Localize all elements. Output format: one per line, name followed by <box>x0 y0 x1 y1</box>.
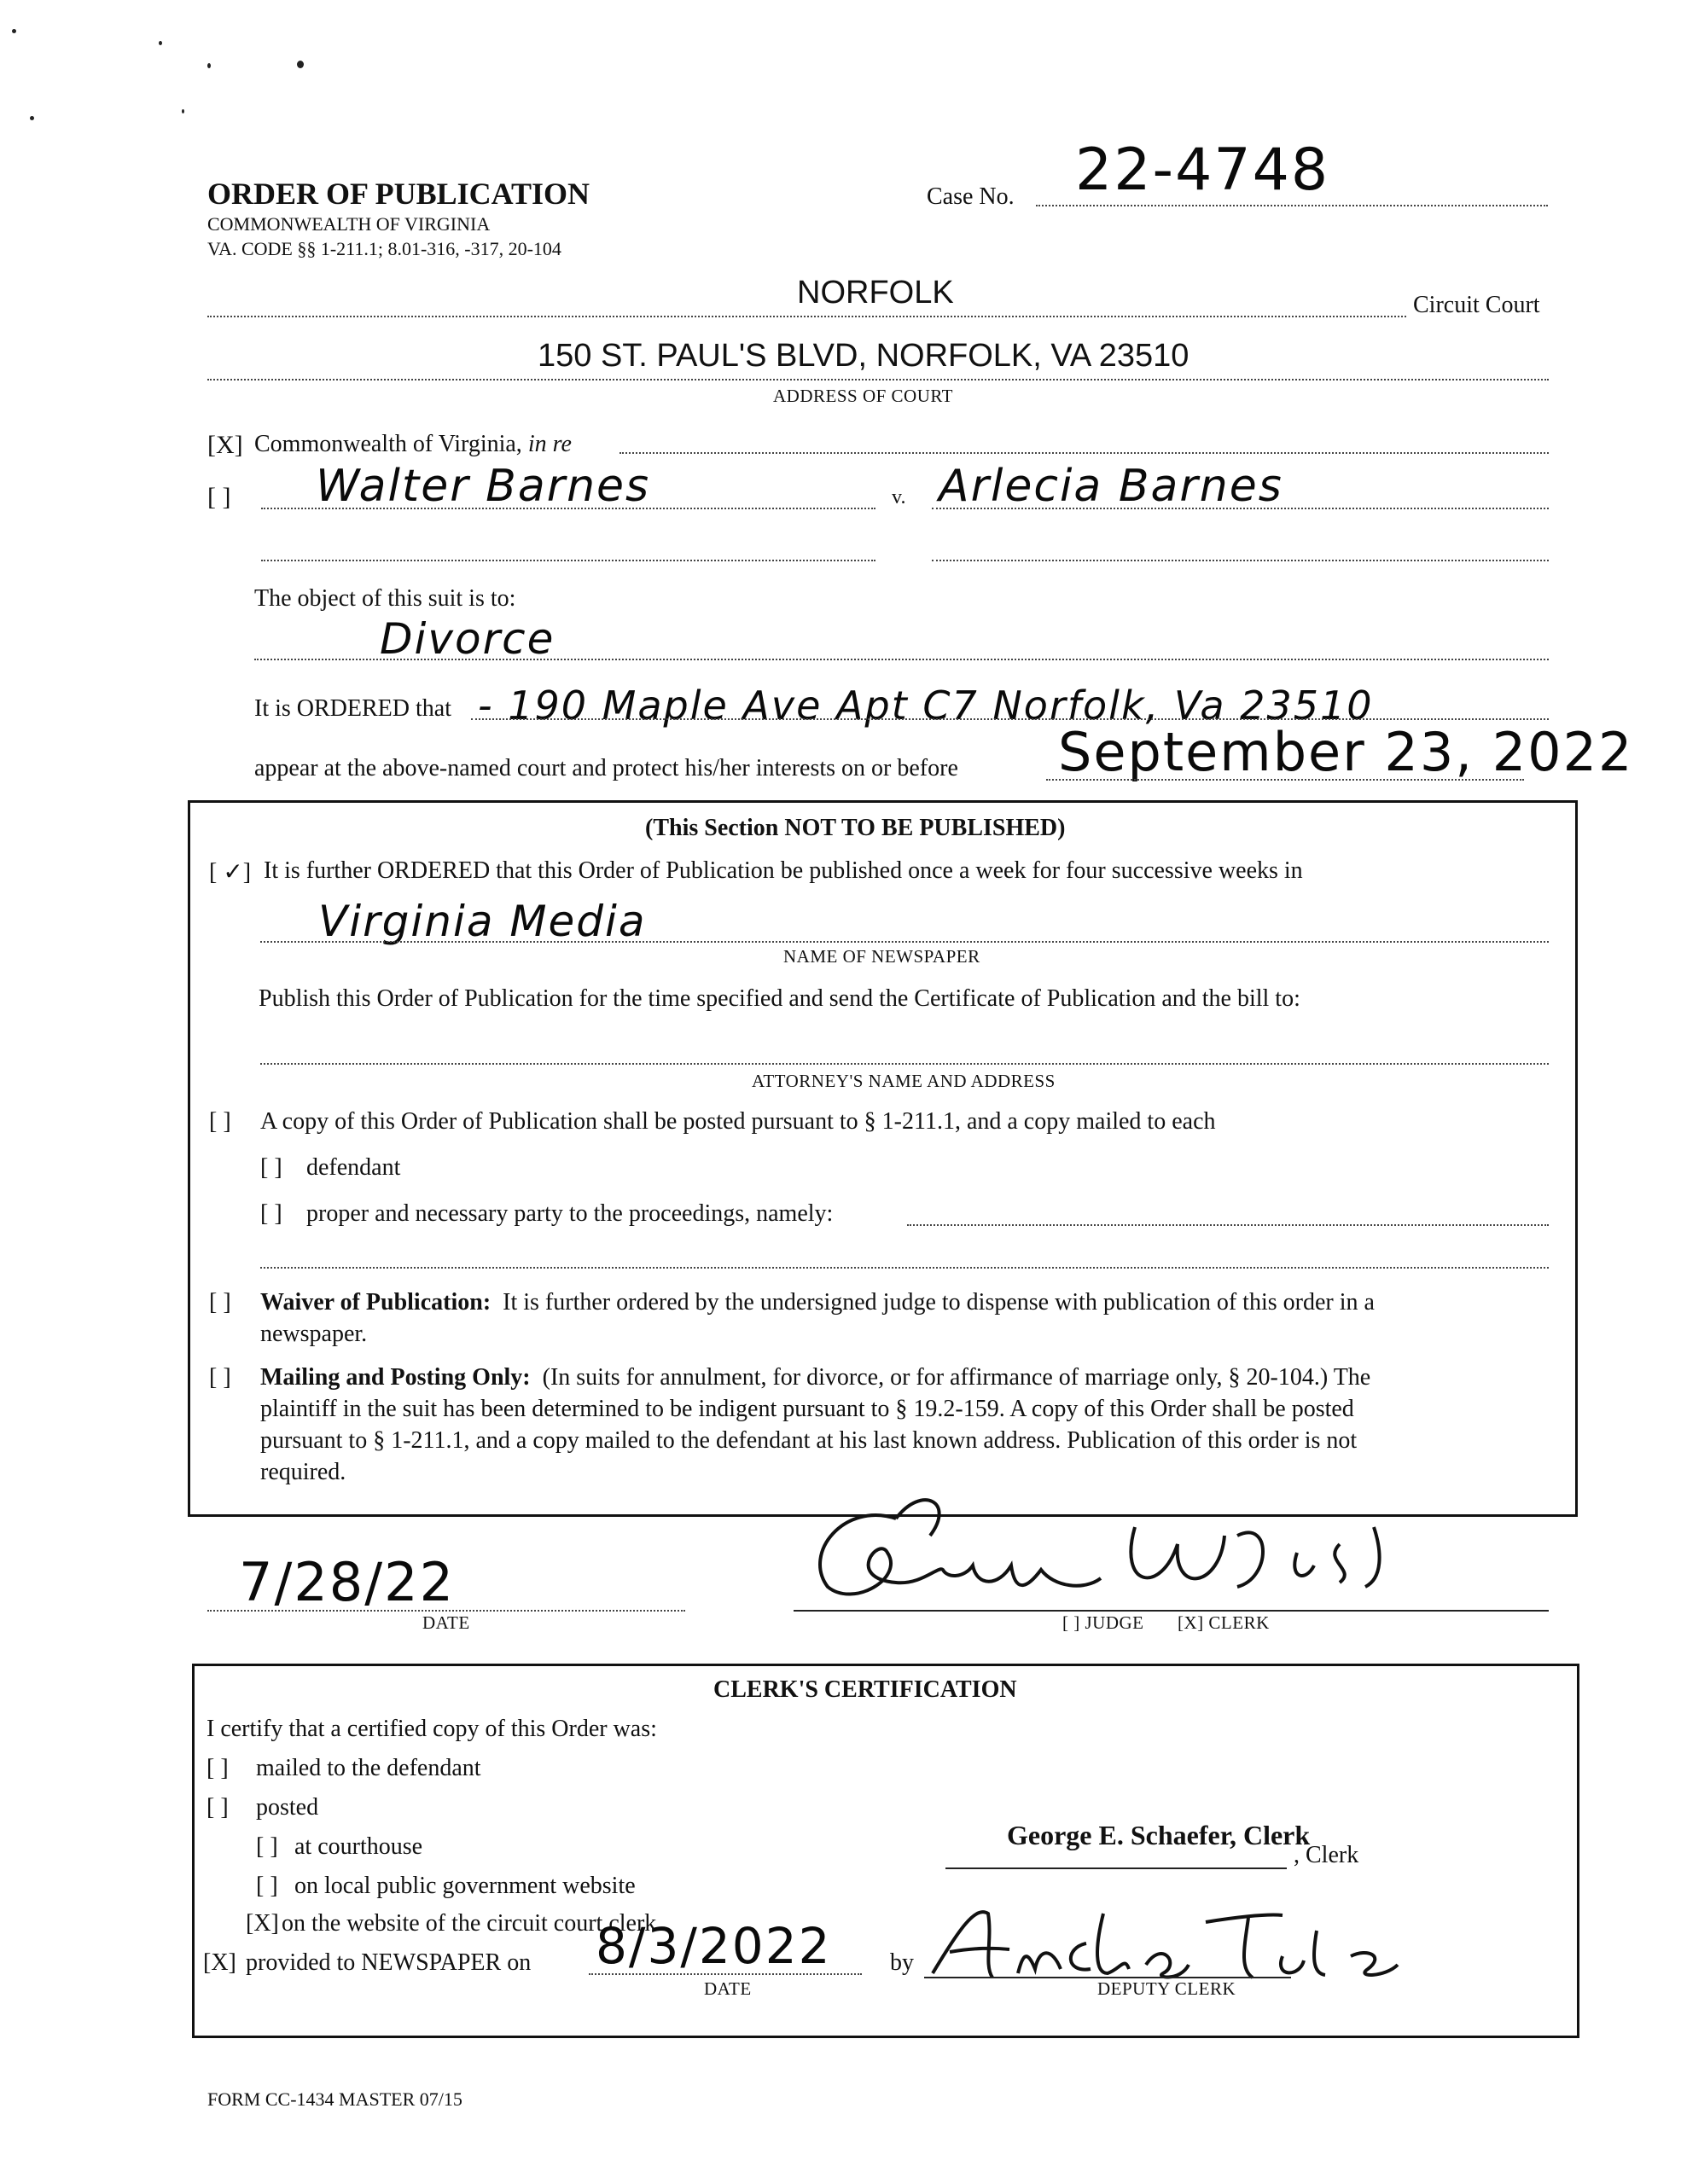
form-title: ORDER OF PUBLICATION <box>207 177 590 211</box>
signing-date-label: DATE <box>422 1612 470 1633</box>
party-line-2 <box>260 1267 1549 1269</box>
by-label: by <box>890 1949 914 1976</box>
newspaper-name-label: NAME OF NEWSPAPER <box>783 946 980 967</box>
party-checkbox-proper[interactable]: [ ] <box>260 1200 282 1227</box>
party-text: proper and necessary party to the proceedings, namely: <box>306 1200 834 1227</box>
ordered-value: - 190 Maple Ave Apt C7 Norfolk, Va 23510 <box>478 682 1374 729</box>
certification-intro: I certify that a certified copy of this Order was: <box>206 1716 657 1742</box>
posted-cert-text: posted <box>256 1794 319 1821</box>
mailed-text: mailed to the defendant <box>256 1755 481 1781</box>
appear-label: appear at the above-named court and protect his/her interests on or before <box>254 755 958 781</box>
form-id: FORM CC-1434 MASTER 07/15 <box>207 2088 462 2110</box>
plaintiff-line <box>261 508 875 509</box>
local-website-checkbox[interactable]: [ ] <box>256 1873 278 1899</box>
posted-text: A copy of this Order of Publication shall be posted pursuant to § 1-211.1, and a copy mailed to each <box>260 1108 1216 1135</box>
scan-speck <box>30 116 34 120</box>
court-address: 150 ST. PAUL'S BLVD, NORFOLK, VA 23510 <box>538 338 1189 374</box>
case-number-label: Case No. <box>927 183 1015 210</box>
case-number-line <box>1036 205 1548 206</box>
signing-date-line <box>207 1610 685 1612</box>
commonwealth-text: Commonwealth of Virginia, <box>254 431 522 457</box>
judge-clerk-signature <box>794 1484 1408 1612</box>
newspaper-date-value: 8/3/2022 <box>596 1917 832 1975</box>
further-ordered-text: It is further ORDERED that this Order of Publication be published once a week for four successive weeks in <box>264 857 1303 884</box>
waiver-text: It is further ordered by the undersigned judge to dispense with publication of this order in a <box>503 1289 1375 1316</box>
court-name: NORFOLK <box>797 275 954 311</box>
scan-speck <box>297 61 304 68</box>
mailing-title: Mailing and Posting Only: <box>260 1364 531 1391</box>
courthouse-checkbox[interactable]: [ ] <box>256 1833 278 1860</box>
defendant-line <box>932 508 1549 509</box>
mailing-line-4: required. <box>260 1459 346 1485</box>
provided-newspaper-text: provided to NEWSPAPER on <box>246 1949 532 1976</box>
signing-date-value: 7/28/22 <box>239 1551 456 1613</box>
party-line <box>907 1224 1549 1226</box>
send-certificate-text: Publish this Order of Publication for the time specified and send the Certificate of Publication and the bill to: <box>259 985 1300 1012</box>
judge-label: [ ] JUDGE <box>1062 1612 1144 1633</box>
deputy-clerk-label: DEPUTY CLERK <box>1097 1978 1236 1999</box>
newspaper-name-line <box>260 941 1549 943</box>
form-subtitle-commonwealth: COMMONWEALTH OF VIRGINIA <box>207 213 491 235</box>
party-checkbox[interactable]: [ ] <box>207 483 231 511</box>
waiver-line-2: newspaper. <box>260 1321 368 1347</box>
attorney-label: ATTORNEY'S NAME AND ADDRESS <box>752 1071 1056 1091</box>
object-label: The object of this suit is to: <box>254 585 516 612</box>
posted-cert-checkbox[interactable]: [ ] <box>206 1794 229 1821</box>
local-website-text: on local public government website <box>294 1873 636 1899</box>
clerk-name-line <box>945 1867 1287 1869</box>
scan-speck <box>182 109 184 113</box>
waiver-title: Waiver of Publication: <box>260 1289 492 1316</box>
clerk-name-stamp: George E. Schaefer, Clerk <box>1007 1820 1311 1850</box>
form-subtitle-code: VA. CODE §§ 1-211.1; 8.01-316, -317, 20-104 <box>207 238 561 259</box>
mailing-checkbox[interactable]: [ ] <box>209 1364 231 1391</box>
defendant-line-2 <box>932 560 1549 561</box>
certification-heading: CLERK'S CERTIFICATION <box>713 1676 1017 1703</box>
case-number-value: 22-4748 <box>1075 136 1330 204</box>
appear-date: September 23, 2022 <box>1058 721 1634 783</box>
plaintiff-line-2 <box>261 560 875 561</box>
mailing-line-3: pursuant to § 1-211.1, and a copy mailed to the defendant at his last known address. Publication of this order is not <box>260 1427 1358 1454</box>
posted-checkbox[interactable]: [ ] <box>209 1108 231 1135</box>
in-re-text: in re <box>527 431 572 457</box>
clerk-website-checkbox[interactable]: [X] <box>246 1910 279 1937</box>
not-published-section <box>188 800 1578 1517</box>
object-value: Divorce <box>380 614 555 664</box>
ordered-label: It is ORDERED that <box>254 695 451 722</box>
waiver-line-1 <box>260 1289 1375 1316</box>
commonwealth-label <box>254 431 572 458</box>
versus-label: v. <box>892 486 906 508</box>
court-address-label: ADDRESS OF COURT <box>773 386 953 406</box>
clerk-certification-section <box>192 1664 1579 2038</box>
appear-line <box>1046 779 1524 781</box>
mailed-checkbox[interactable]: [ ] <box>206 1755 229 1781</box>
mailing-line-1 <box>260 1364 1370 1391</box>
defendant-checkbox[interactable]: [ ] <box>260 1154 282 1181</box>
commonwealth-line <box>619 452 1549 454</box>
court-address-line <box>207 379 1549 380</box>
attorney-line <box>260 1063 1549 1065</box>
object-line <box>254 659 1549 660</box>
mailing-line-2: plaintiff in the suit has been determined to be indigent pursuant to § 19.2-159. A copy of this Order shall be posted <box>260 1396 1354 1422</box>
defendant-name: Arlecia Barnes <box>939 461 1283 512</box>
provided-newspaper-checkbox[interactable]: [X] <box>203 1949 236 1976</box>
plaintiff-name: Walter Barnes <box>316 461 651 512</box>
not-published-heading: (This Section NOT TO BE PUBLISHED) <box>645 815 1066 841</box>
newspaper-name-value: Virginia Media <box>318 897 647 946</box>
court-name-line <box>207 316 1406 317</box>
court-suffix: Circuit Court <box>1413 292 1540 318</box>
mailing-text: (In suits for annulment, for divorce, or for affirmance of marriage only, § 20-104.) The <box>542 1364 1371 1391</box>
scan-speck <box>12 29 16 33</box>
scan-speck <box>207 63 211 68</box>
clerk-suffix: , Clerk <box>1294 1842 1359 1868</box>
clerk-label: [X] CLERK <box>1178 1612 1270 1633</box>
newspaper-date-label: DATE <box>704 1978 752 1999</box>
further-ordered-checkbox[interactable]: [ ✓] <box>209 859 252 886</box>
waiver-checkbox[interactable]: [ ] <box>209 1289 231 1316</box>
courthouse-text: at courthouse <box>294 1833 423 1860</box>
clerk-website-text: on the website of the circuit court clerk <box>282 1910 657 1937</box>
defendant-text: defendant <box>306 1154 401 1181</box>
ordered-line <box>471 718 1549 720</box>
scan-speck <box>159 41 162 45</box>
signature-line <box>794 1610 1549 1612</box>
commonwealth-checkbox[interactable]: [X] <box>207 431 243 459</box>
